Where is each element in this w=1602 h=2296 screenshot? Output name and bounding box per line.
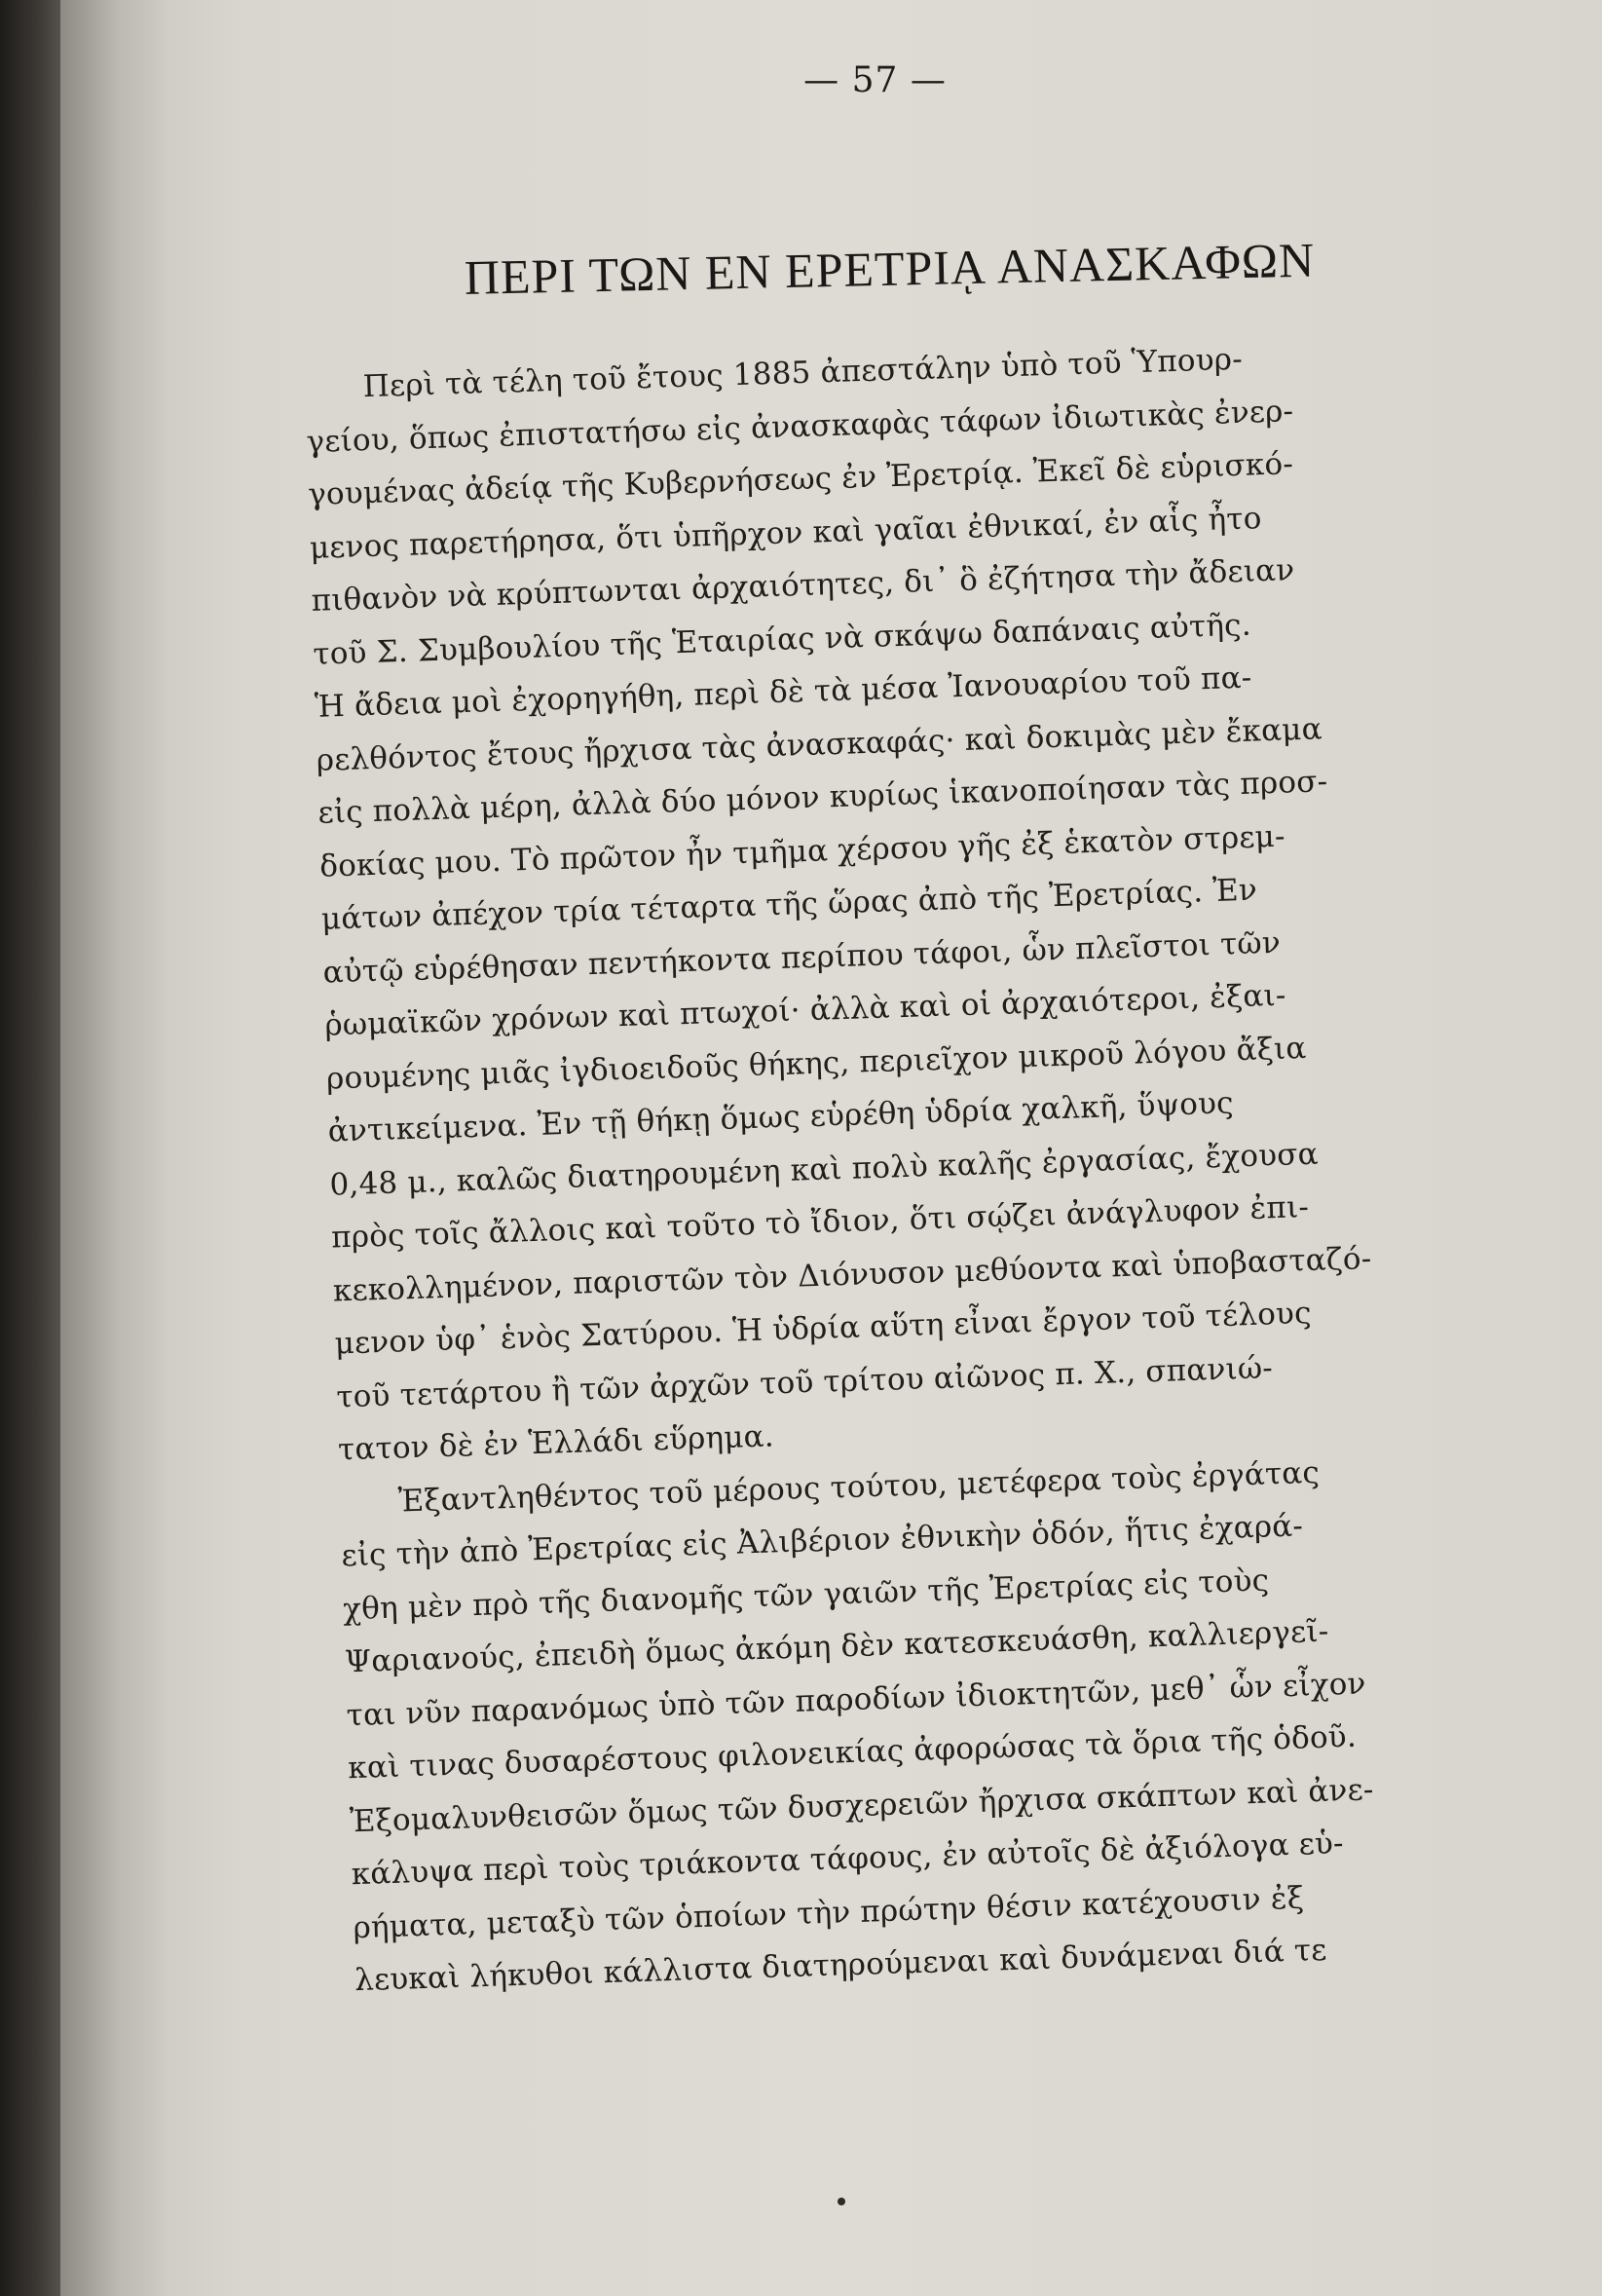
text-line: τατον δὲ ἐν Ἑλλάδι εὕρημα. — [337, 1418, 775, 1468]
body-text — [304, 326, 1504, 2008]
text-line: πρὸς τοῖς ἄλλοις καὶ τοῦτο τὸ ἴδιον, ὅτι σῴζει ἀνάγλυφον ἐπι- — [330, 1189, 1310, 1256]
text-line: τοῦ τετάρτου ἢ τῶν ἀρχῶν τοῦ τρίτου αἰῶνος π. Χ., σπανιώ- — [335, 1349, 1274, 1414]
spine-shadow — [60, 0, 168, 2296]
text-line: Ψαριανούς, ἐπειδὴ ὅμως ἀκόμη δὲν κατεσκευάσθη, καλλιεργεῖ- — [344, 1613, 1329, 1680]
text-line: Ἐξομαλυνθεισῶν ὅμως τῶν δυσχερειῶν ἤρχισα σκάπτων καὶ ἀνε- — [349, 1771, 1374, 1839]
text-line: ῥωμαϊκῶν χρόνων καὶ πτωχοί· ἀλλὰ καὶ οἱ ἀρχαιότεροι, ἐξαι- — [323, 977, 1287, 1043]
text-line: τοῦ Σ. Συμβουλίου τῆς Ἑταιρίας νὰ σκάψω δαπάναις αὐτῆς. — [312, 607, 1252, 672]
ink-speck — [838, 2198, 845, 2205]
text-line: καὶ τινας δυσαρέστους φιλονεικίας ἀφορώσας τὰ ὅρια τῆς ὁδοῦ. — [347, 1718, 1358, 1787]
page-number: — 57 — — [803, 60, 947, 100]
text-line: εἰς τὴν ἀπὸ Ἐρετρίας εἰς Ἀλιβέριον ἐθνικὴν ὁδόν, ἥτις ἐχαρά- — [340, 1508, 1304, 1574]
text-line: κάλυψα περὶ τοὺς τριάκοντα τάφους, ἐν αὐτοῖς δὲ ἀξιόλογα εὑ- — [351, 1826, 1345, 1893]
book-page — [60, 0, 1602, 2296]
text-line: γείου, ὅπως ἐπιστατήσω εἰς ἀνασκαφὰς τάφων ἰδιωτικὰς ἐνερ- — [305, 393, 1294, 460]
text-line: ρουμένης μιᾶς ἰγδιοειδοῦς θήκης, περιεῖχον μικροῦ λόγου ἄξια — [325, 1030, 1307, 1097]
text-line: Ἐξαντληθέντος τοῦ μέρους τούτου, μετέφερα τοὺς ἐργάτας — [397, 1454, 1321, 1520]
text-line: γουμένας ἀδείᾳ τῆς Κυβερνήσεως ἐν Ἐρετρίᾳ. Ἐκεῖ δὲ εὑρισκό- — [307, 446, 1294, 512]
text-line: 0,48 μ., καλῶς διατηρουμένη καὶ πολὺ καλῆς ἐργασίας, ἔχουσα — [328, 1136, 1320, 1203]
text-line: ται νῦν παρανόμως ὑπὸ τῶν παροδίων ἰδιοκτητῶν, μεθ᾽ ὧν εἶχον — [346, 1665, 1367, 1733]
text-line: Ἡ ἄδεια μοὶ ἐχορηγήθη, περὶ δὲ τὰ μέσα Ἰανουαρίου τοῦ πα- — [314, 659, 1252, 725]
chapter-title: ΠΕΡΙ ΤΩΝ ΕΝ ΕΡΕΤΡΙᾼ ΑΝΑΣΚΑΦΩΝ — [464, 232, 1316, 305]
text-line: ρήματα, μεταξὺ τῶν ὁποίων τὴν πρώτην θέσιν κατέχουσιν ἐξ — [352, 1880, 1305, 1945]
text-line: μενον ὑφ᾽ ἑνὸς Σατύρου. Ἡ ὑδρία αὕτη εἶναι ἔργον τοῦ τέλους — [334, 1295, 1313, 1362]
book-edge — [0, 0, 60, 2296]
text-line: λευκαὶ λήκυθοι κάλλιστα διατηρούμεναι καὶ δυνάμεναι διά τε — [354, 1932, 1328, 1999]
text-line: πιθανὸν νὰ κρύπτωνται ἀρχαιότητες, δι᾽ ὃ ἐζήτησα τὴν ἄδειαν — [311, 552, 1295, 619]
text-line: ρελθόντος ἔτους ἤρχισα τὰς ἀνασκαφάς· καὶ δοκιμὰς μὲν ἔκαμα — [316, 710, 1323, 778]
text-line: Περὶ τὰ τέλη τοῦ ἔτους 1885 ἀπεστάλην ὑπὸ τοῦ Ὑπουρ- — [362, 341, 1244, 405]
text-line: αὐτῷ εὑρέθησαν πεντήκοντα περίπου τάφοι, ὧν πλεῖστοι τῶν — [322, 924, 1282, 991]
text-line: εἰς πολλὰ μέρη, ἀλλὰ δύο μόνον κυρίως ἱκανοποίησαν τὰς προσ- — [317, 764, 1328, 831]
text-line: ἀντικείμενα. Ἐν τῇ θήκῃ ὅμως εὑρέθη ὑδρία χαλκῆ, ὕψους — [327, 1085, 1235, 1149]
text-line: μενος παρετήρησα, ὅτι ὑπῆρχον καὶ γαῖαι ἐθνικαί, ἐν αἷς ἦτο — [309, 500, 1263, 566]
text-line: κεκολλημένον, παριστῶν τὸν Διόνυσον μεθύοντα καὶ ὑποβασταζό- — [332, 1240, 1372, 1309]
text-line: δοκίας μου. Τὸ πρῶτον ἦν τμῆμα χέρσου γῆς ἐξ ἑκατὸν στρεμ- — [318, 818, 1286, 885]
text-line: χθη μὲν πρὸ τῆς διανομῆς τῶν γαιῶν τῆς Ἐρετρίας εἰς τοὺς — [342, 1562, 1270, 1627]
text-line: μάτων ἀπέχον τρία τέταρτα τῆς ὥρας ἀπὸ τῆς Ἐρετρίας. Ἐν — [320, 872, 1258, 937]
